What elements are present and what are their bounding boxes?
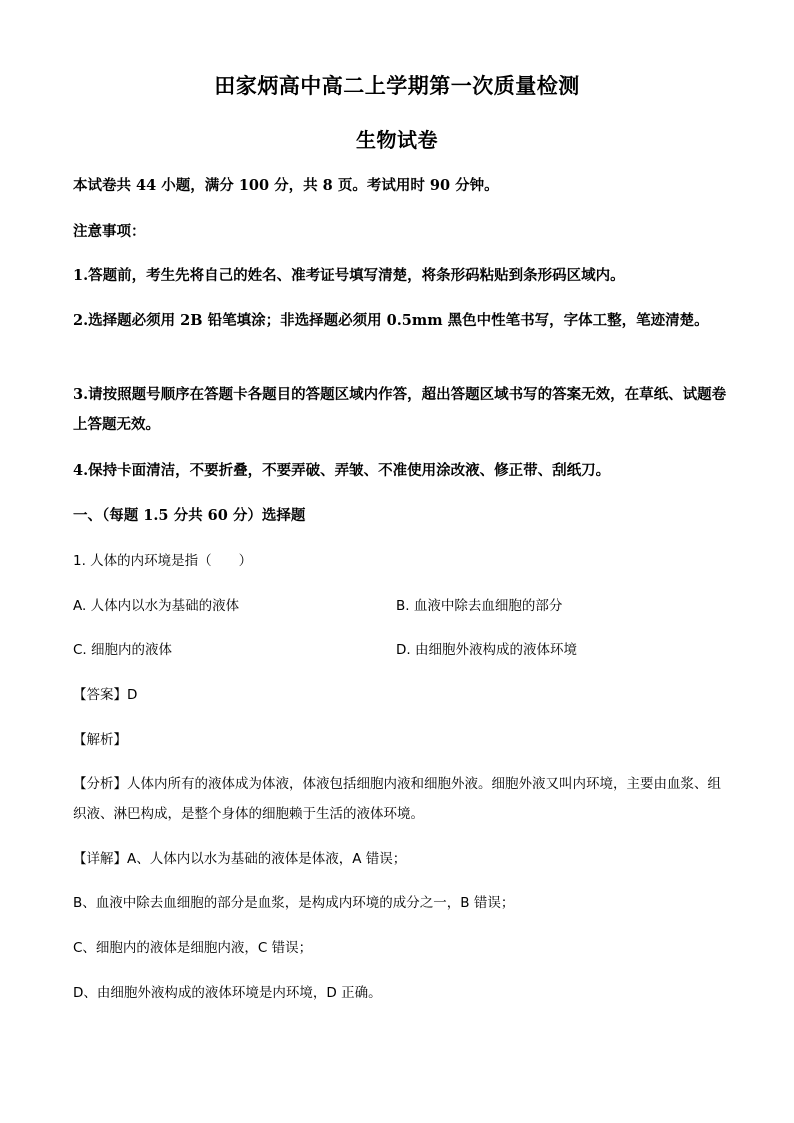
answer-label: 【答案】D <box>73 687 138 703</box>
exam-title: 田家炳高中高二上学期第一次质量检测 <box>214 73 580 98</box>
exam-intro: 本试卷共 44 小题，满分 100 分，共 8 页。考试用时 90 分钟。 <box>73 177 499 194</box>
option-c: C. 细胞内的液体 <box>73 642 173 658</box>
note-item-3: 3.请按照题号顺序在答题卡各题目的答题区域内作答，超出答题区域书写的答案无效，在草纸、试题卷上答题无效。 <box>73 386 727 433</box>
detail-line-b: B、血液中除去血细胞的部分是血浆，是构成内环境的成分之一，B 错误； <box>73 895 515 911</box>
option-d: D. 由细胞外液构成的液体环境 <box>396 642 577 658</box>
detail-line-d: D、由细胞外液构成的液体环境是内环境，D 正确。 <box>73 985 382 1001</box>
question-1-stem: 1. 人体的内环境是指（ ） <box>73 553 253 569</box>
option-b: B. 血液中除去血细胞的部分 <box>396 598 563 614</box>
note-item-4: 4.保持卡面清洁，不要折叠，不要弄破、弄皱、不准使用涂改液、修正带、刮纸刀。 <box>73 462 611 479</box>
analysis-text: 【分析】人体内所有的液体成为体液，体液包括细胞内液和细胞外液。细胞外液又叫内环境，主要由血浆、组织液、淋巴构成，是整个身体的细胞赖于生活的液体环境。 <box>73 776 721 822</box>
analysis-label: 【解析】 <box>73 732 127 748</box>
section-heading: 一、（每题 1.5 分共 60 分）选择题 <box>73 507 306 524</box>
notes-heading: 注意事项： <box>73 223 146 240</box>
exam-subtitle: 生物试卷 <box>356 128 438 152</box>
note-item-1: 1.答题前，考生先将自己的姓名、准考证号填写清楚，将条形码粘贴到条形码区域内。 <box>73 267 625 284</box>
detail-line-a: 【详解】A、人体内以水为基础的液体是体液，A 错误； <box>73 851 407 867</box>
option-a: A. 人体内以水为基础的液体 <box>73 598 240 614</box>
detail-line-c: C、细胞内的液体是细胞内液，C 错误； <box>73 940 313 956</box>
note-item-2: 2.选择题必须用 2B 铅笔填涂；非选择题必须用 0.5mm 黑色中性笔书写，字体工整，笔迹清楚。 <box>73 312 709 329</box>
